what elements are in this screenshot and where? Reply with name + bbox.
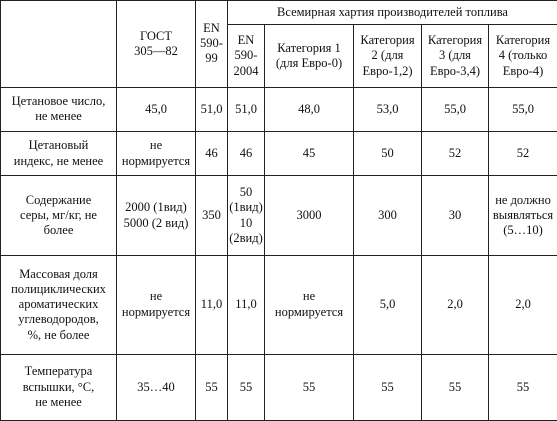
cell-en590-2004 xyxy=(228,255,265,354)
cell-text-line: 53,0 xyxy=(376,101,399,116)
row-indicator xyxy=(1,354,117,421)
cell-text-line: 30 xyxy=(448,207,462,222)
table-row xyxy=(1,354,557,421)
cell-text-line: серы, мг/кг, не xyxy=(20,207,97,222)
cell-text-line: выявляться xyxy=(492,207,554,222)
cell-text-line: Категория xyxy=(427,33,483,48)
cell-gost xyxy=(117,131,196,175)
header-category-2 xyxy=(354,25,422,87)
row-indicator xyxy=(1,176,117,256)
cell-text-line: 55 xyxy=(302,379,316,394)
cell-gost xyxy=(117,255,196,354)
cell-category-1 xyxy=(265,255,354,354)
cell-text-line: (2вид) xyxy=(229,230,263,245)
cell-category-1 xyxy=(265,87,354,131)
cell-en590-2004 xyxy=(228,354,265,421)
cell-text-line: Категория xyxy=(360,33,415,48)
cell-text-line: нормируется xyxy=(274,304,344,319)
cell-text-line: не менее xyxy=(35,109,82,124)
cell-text-line: 52 xyxy=(448,145,462,160)
cell-text-line: EN xyxy=(237,33,255,48)
cell-category-4 xyxy=(489,354,557,421)
cell-text-line: Массовая доля xyxy=(19,266,98,281)
cell-category-2 xyxy=(354,131,422,175)
header-indicator xyxy=(1,1,117,88)
cell-text-line: 2000 (1вид) xyxy=(125,200,187,215)
cell-text-line: углеводородов, xyxy=(18,312,99,327)
cell-text-line: 590- xyxy=(234,48,258,63)
cell-text-line: Евро-3,4) xyxy=(430,63,480,78)
cell-text-line: не должно xyxy=(495,192,551,207)
cell-category-3 xyxy=(422,255,489,354)
cell-text-line: 4 (только xyxy=(498,48,548,63)
cell-text-line: Категория 1 xyxy=(277,40,341,55)
cell-text-line: 50 xyxy=(381,145,394,160)
cell-text-line: не xyxy=(149,138,163,153)
cell-category-3 xyxy=(422,87,489,131)
header-category-1 xyxy=(265,25,354,87)
cell-category-4 xyxy=(489,87,557,131)
cell-text-line: более xyxy=(43,223,74,238)
cell-text-line: 10 xyxy=(239,215,253,230)
cell-text-line: Категория xyxy=(495,33,551,48)
cell-category-4 xyxy=(489,131,557,175)
row-indicator xyxy=(1,131,117,175)
cell-text-line: 350 xyxy=(202,207,221,222)
table-row xyxy=(1,131,557,175)
cell-text-line: (1вид) xyxy=(229,200,263,215)
cell-en590-99 xyxy=(196,354,228,421)
cell-text-line: 50 xyxy=(239,185,253,200)
cell-en590-99 xyxy=(196,87,228,131)
table-row xyxy=(1,176,557,256)
row-indicator xyxy=(1,255,117,354)
cell-category-4 xyxy=(489,176,557,256)
cell-text-line: 55,0 xyxy=(444,101,466,116)
cell-en590-2004 xyxy=(228,131,265,175)
cell-text-line: 55 xyxy=(448,379,462,394)
cell-text-line: 11,0 xyxy=(200,297,223,312)
cell-text-line: (5…10) xyxy=(503,223,543,238)
cell-en590-2004 xyxy=(228,176,265,256)
header-category-3 xyxy=(422,25,489,87)
cell-category-4 xyxy=(489,255,557,354)
header-row-top xyxy=(1,1,557,25)
cell-category-1 xyxy=(265,354,354,421)
cell-text-line: 55 xyxy=(205,379,218,394)
cell-text-line: (для Евро-0) xyxy=(275,55,343,70)
cell-text-line: Евро-4) xyxy=(502,63,544,78)
cell-text-line: Содержание xyxy=(25,192,92,207)
cell-text-line: ароматических xyxy=(18,297,99,312)
cell-text-line: ГОСТ xyxy=(139,28,173,43)
cell-en590-99 xyxy=(196,176,228,256)
cell-text-line: 3000 xyxy=(296,207,322,222)
cell-text-line: 51,0 xyxy=(235,101,257,116)
cell-text-line: 45 xyxy=(302,145,316,160)
cell-category-2 xyxy=(354,354,422,421)
cell-gost xyxy=(117,87,196,131)
cell-gost xyxy=(117,176,196,256)
header-en590-99 xyxy=(196,1,228,88)
cell-text-line: 51,0 xyxy=(200,101,223,116)
cell-text-line: 2 (для xyxy=(371,48,404,63)
cell-text-line: 52 xyxy=(516,145,530,160)
cell-en590-99 xyxy=(196,131,228,175)
cell-text-line: вспышки, °С, xyxy=(22,379,95,394)
cell-text-line: 5000 (2 вид) xyxy=(123,215,189,230)
cell-text-line: не xyxy=(149,289,163,304)
cell-en590-2004 xyxy=(228,87,265,131)
cell-text-line: 300 xyxy=(378,207,397,222)
cell-category-1 xyxy=(265,176,354,256)
cell-text-line: полициклических xyxy=(11,281,106,296)
cell-text-line: 2,0 xyxy=(515,297,531,312)
cell-category-3 xyxy=(422,176,489,256)
cell-text-line: 3 (для xyxy=(439,48,471,63)
cell-text-line: 46 xyxy=(205,145,218,160)
cell-category-2 xyxy=(354,87,422,131)
cell-en590-99 xyxy=(196,255,228,354)
cell-text-line: 35…40 xyxy=(137,379,175,394)
cell-category-3 xyxy=(422,131,489,175)
cell-text-line: 305—82 xyxy=(134,43,178,58)
header-charter-group: Всемирная хартия производителей топлива xyxy=(228,1,557,25)
cell-text-line: нормируется xyxy=(121,153,191,168)
cell-category-3 xyxy=(422,354,489,421)
table-row xyxy=(1,255,557,354)
cell-text-line: Цетановое число, xyxy=(11,94,106,109)
cell-category-2 xyxy=(354,255,422,354)
cell-text-line: %, не более xyxy=(27,327,90,342)
cell-text-line: 55 xyxy=(381,379,394,394)
cell-text-line: 99 xyxy=(205,51,218,66)
cell-category-2 xyxy=(354,176,422,256)
cell-text-line: 46 xyxy=(239,145,253,160)
header-gost xyxy=(117,1,196,88)
table-row xyxy=(1,87,557,131)
cell-gost xyxy=(117,354,196,421)
cell-text-line: 55,0 xyxy=(512,101,534,116)
cell-text-line: 48,0 xyxy=(298,101,320,116)
cell-text-line: не xyxy=(302,289,316,304)
cell-text-line: 55 xyxy=(239,379,253,394)
cell-text-line: Цетановый xyxy=(28,138,89,153)
cell-text-line: 11,0 xyxy=(235,297,257,312)
cell-text-line: 55 xyxy=(516,379,530,394)
cell-text-line: не менее xyxy=(35,394,82,409)
header-category-4 xyxy=(489,25,557,87)
cell-text-line: 45,0 xyxy=(145,101,167,116)
header-en590-2004 xyxy=(228,25,265,87)
cell-text-line: 590- xyxy=(200,36,223,51)
cell-text-line: 2,0 xyxy=(447,297,463,312)
cell-text-line: Евро-1,2) xyxy=(362,63,413,78)
cell-text-line: индекс, не менее xyxy=(13,153,104,168)
cell-category-1 xyxy=(265,131,354,175)
cell-text-line: 2004 xyxy=(233,63,259,78)
cell-text-line: 5,0 xyxy=(379,297,396,312)
cell-text-line: EN xyxy=(203,20,220,35)
cell-text-line: Температура xyxy=(24,364,93,379)
cell-text-line: нормируется xyxy=(121,304,191,319)
row-indicator xyxy=(1,87,117,131)
